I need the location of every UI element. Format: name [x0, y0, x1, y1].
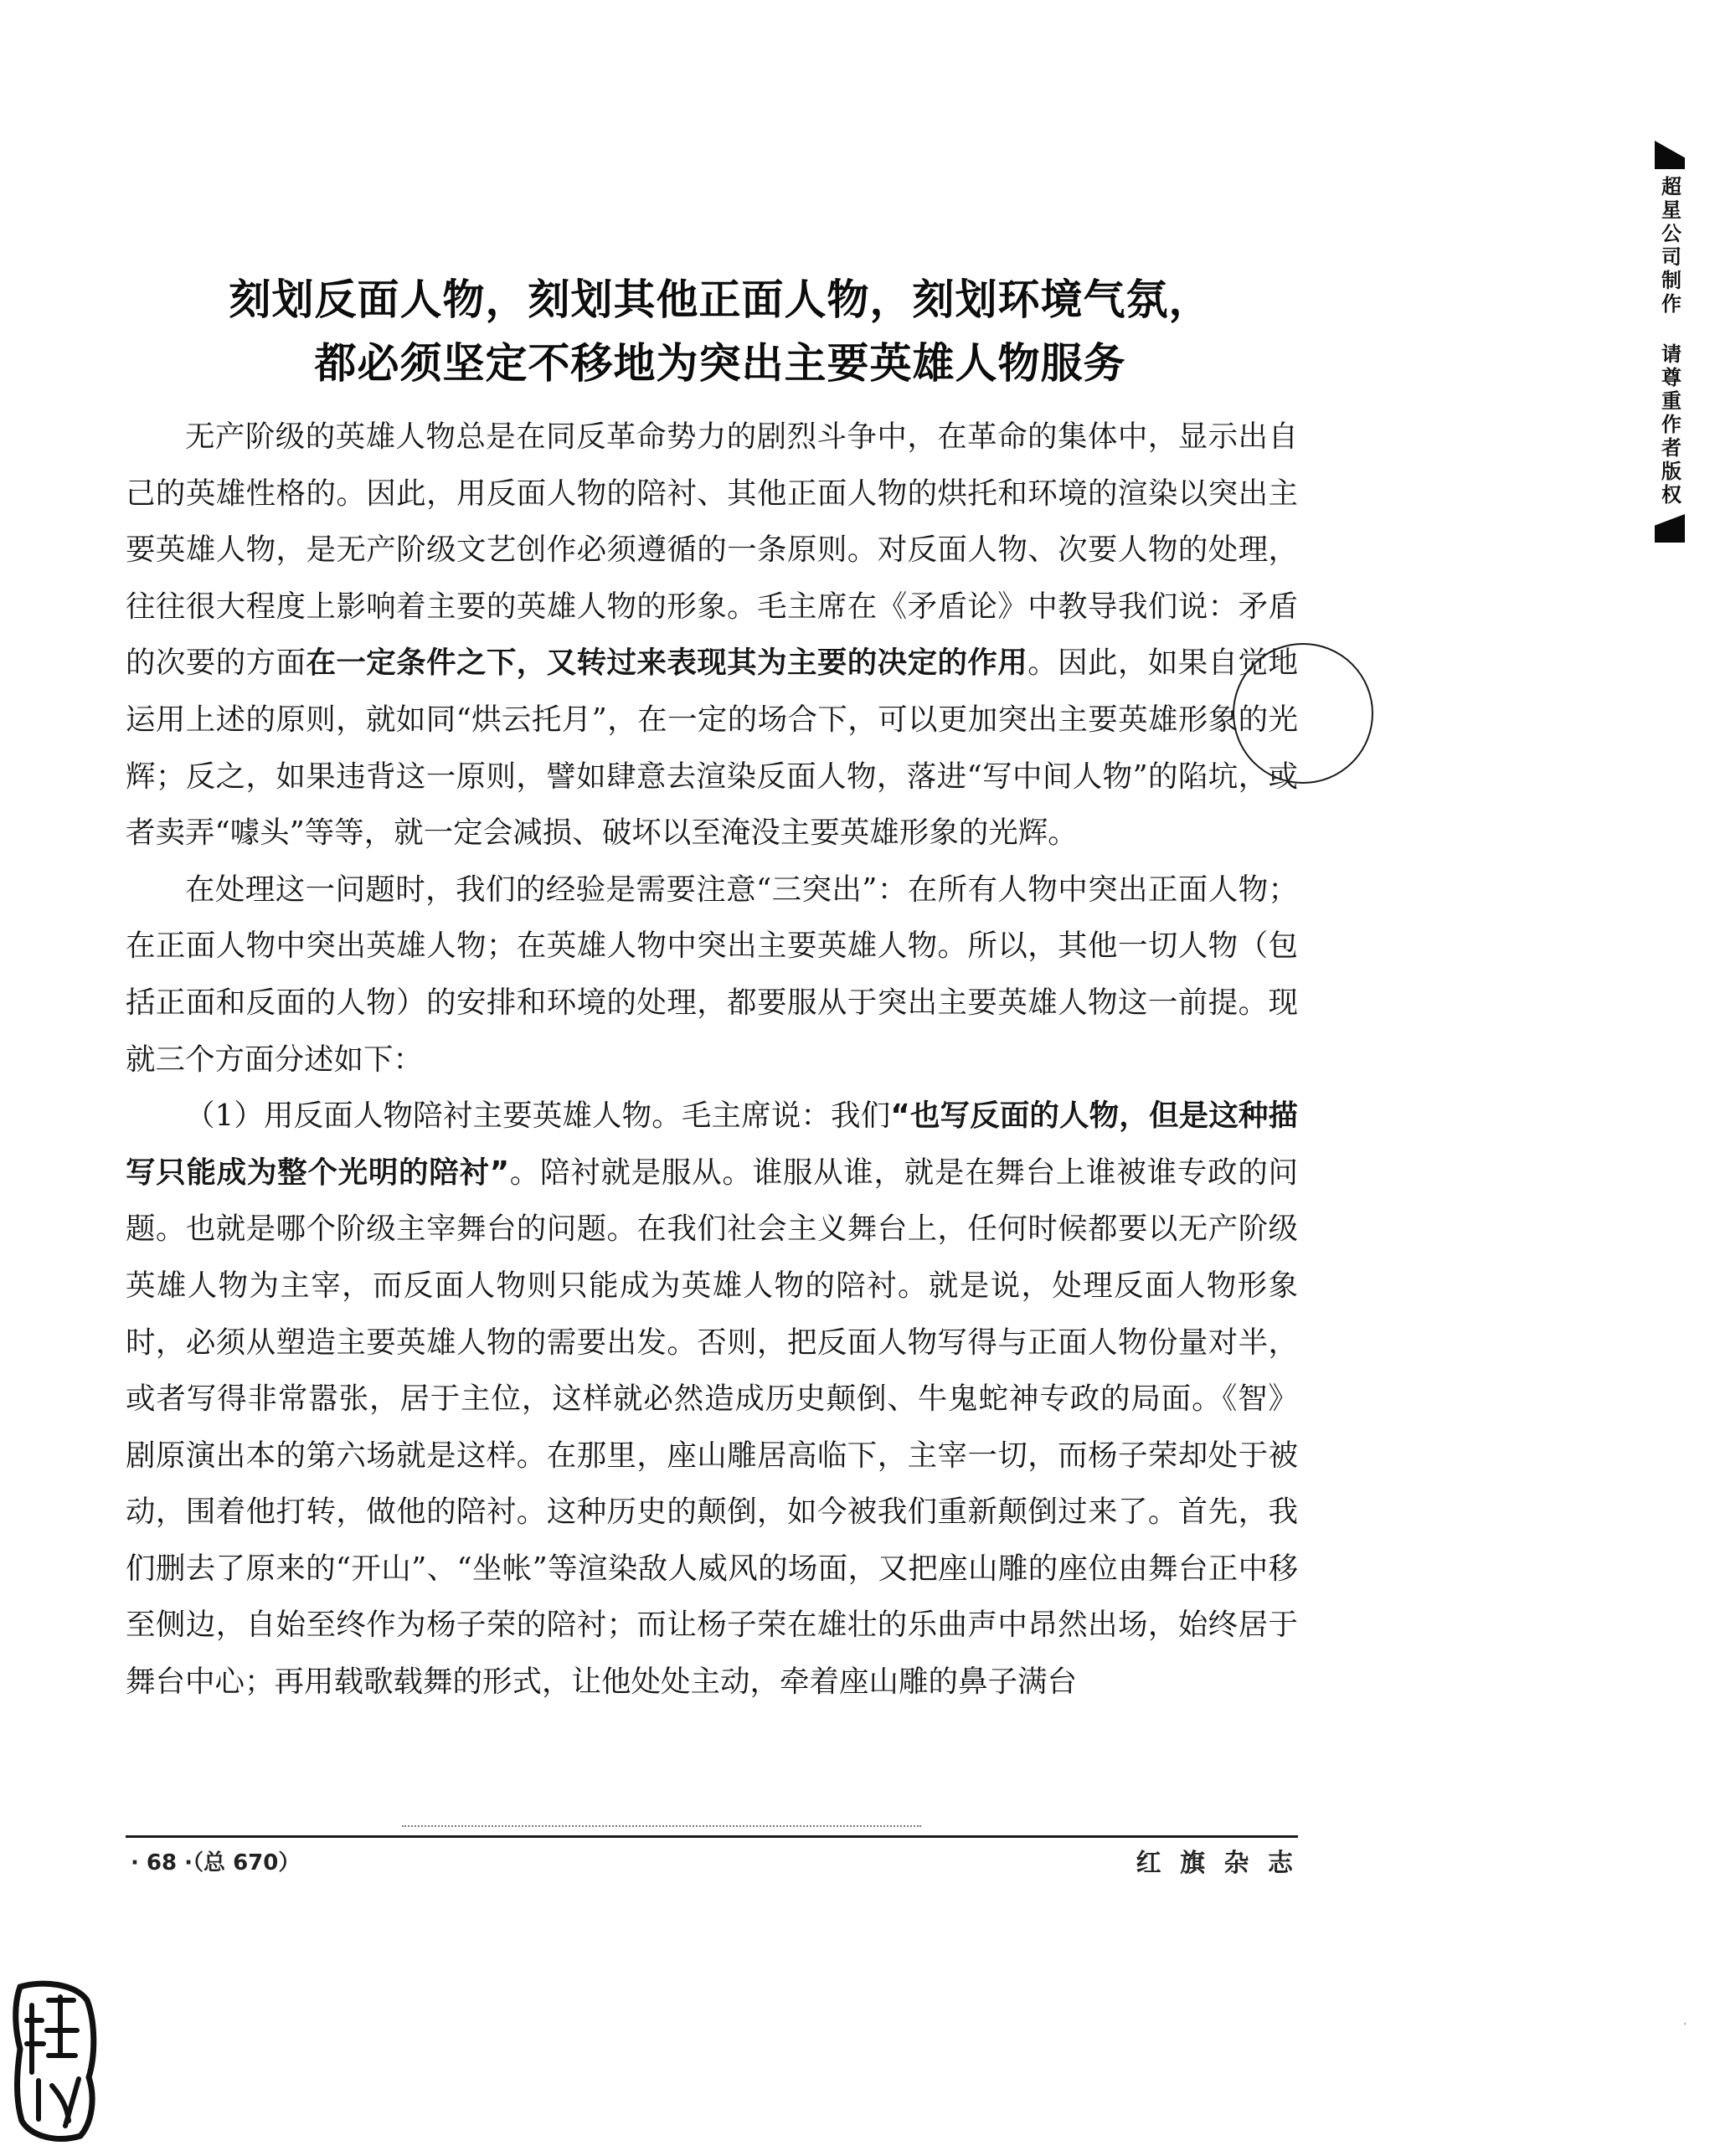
article-title-line-2: 都必须坚定不移地为突出主要英雄人物服务 — [314, 339, 1126, 388]
paragraph-3-quote: “也写反面的人物，但是这种描写只能成为整个光明的陪衬” — [126, 1099, 1298, 1190]
side-watermark-text: 超星公司制作 请尊重作者版权 — [1657, 176, 1682, 507]
paragraph-2: 在处理这一问题时，我们的经验是需要注意“三突出”：在所有人物中突出正面人物；在正面人物中突出英雄人物；在英雄人物中突出主要英雄人物。所以，其他一切人物（包括正面和反面的人物）的安排和环境的处理，都要服从于突出主要英雄人物这一前提。现就三个方面分述如下： — [126, 872, 1298, 1077]
library-seal-icon — [8, 1972, 100, 2148]
footer-rule — [126, 1835, 1298, 1838]
article-body — [126, 409, 1298, 1711]
side-bar-top — [1655, 141, 1685, 169]
page-number: · 68 ·（总 670） — [131, 1850, 301, 1876]
paragraph-3-text-c: 。陪衬就是服从。谁服从谁，就是在舞台上谁被谁专政的问题。也就是哪个阶级主宰舞台的问题。在我们社会主义舞台上，任何时候都要以无产阶级英雄人物为主宰，而反面人物则只能成为英雄人物的陪衬。就是说，处理反面人物形象时，必须从塑造主要英雄人物的需要出发。否则，把反面人物写得与正面人物份量对半，或者写得非常嚣张，居于主位，这样就必然造成历史颠倒、牛鬼蛇神专政的局面。《智》剧原演出本的第六场就是这样。在那里，座山雕居高临下，主宰一切，而杨子荣却处于被动，围着他打转，做他的陪衬。这种历史的颠倒，如今被我们重新颠倒过来了。首先，我们删去了原来的“开山”、“坐帐”等渲染敌人威风的场面，又把座山雕的座位由舞台正中移至侧边，自始至终作为杨子荣的陪衬；而让杨子荣在雄壮的乐曲声中昂然出场，始终居于舞台中心；再用载歌载舞的形式，让他处处主动，牵着座山雕的鼻子满台 — [126, 1155, 1298, 1700]
paragraph-1 — [126, 409, 1298, 862]
journal-name: 红 旗 杂 志 — [1136, 1849, 1298, 1878]
scan-dot-noise — [402, 1825, 921, 1830]
paragraph-3-text-a: （1）用反面人物陪衬主要英雄人物。毛主席说：我们 — [185, 1099, 891, 1134]
paragraph-1-text-c: 。因此，如果自觉地运用上述的原则，就如同“烘云托月”，在一定的场合下，可以更加突出主要英雄形象的光辉；反之，如果违背这一原则，譬如肆意去渲染反面人物，落进“写中间人物”的陷坑，或者卖弄“噱头”等等，就一定会减损、破坏以至淹没主要英雄形象的光辉。 — [126, 646, 1298, 851]
scan-speck: · — [1683, 2018, 1687, 2031]
article-title-line-1: 刻划反面人物，刻划其他正面人物，刻划环境气氛， — [229, 275, 1212, 324]
paragraph-1-quote: 在一定条件之下，又转过来表现其为主要的决定的作用 — [306, 646, 1028, 681]
paragraph-1-text-a: 无产阶级的英雄人物总是在同反革命势力的剧烈斗争中，在革命的集体中，显示出自己的英雄性格的。因此，用反面人物的陪衬、其他正面人物的烘托和环境的渲染以突出主要英雄人物，是无产阶级文艺创作必须遵循的一条原则。对反面人物、次要人物的处理，往往很大程度上影响着主要的英雄人物的形象。毛主席在《矛盾论》中教导我们说：矛盾的次要的方面 — [126, 419, 1298, 681]
paragraph-3 — [126, 1088, 1298, 1711]
hand-drawn-circle-mark — [1233, 643, 1373, 784]
side-watermark — [1651, 141, 1688, 543]
side-bar-bottom — [1655, 514, 1685, 543]
